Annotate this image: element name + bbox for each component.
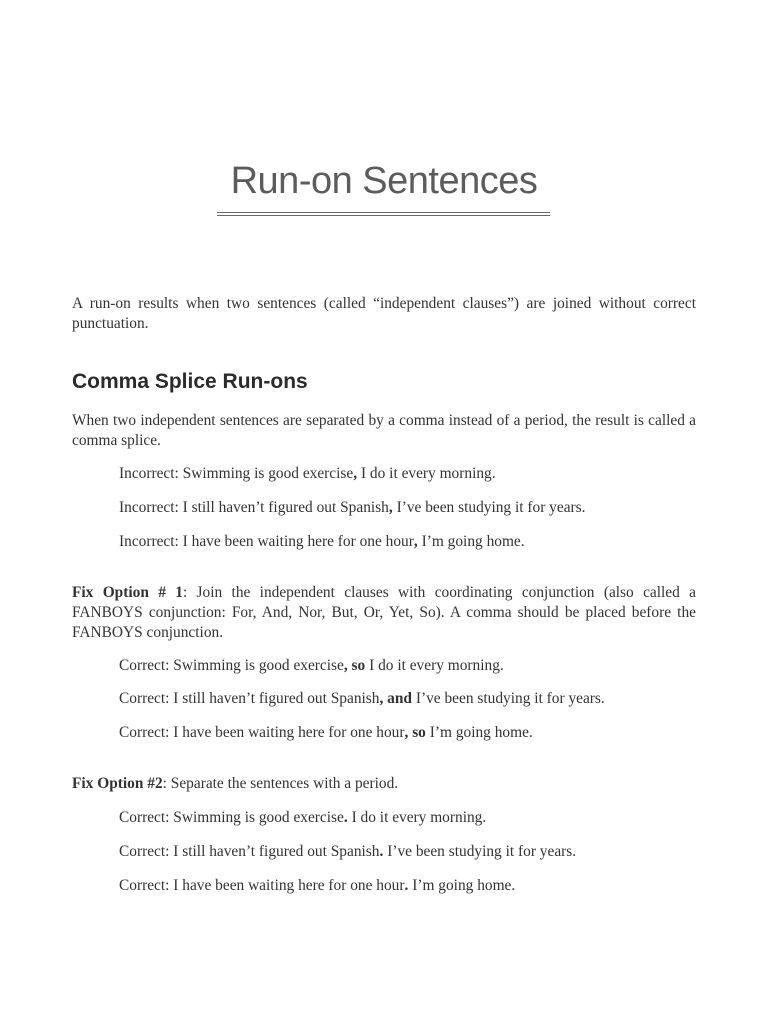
correct-example: [119, 656, 719, 676]
example-second-clause: I’m going home.: [412, 877, 516, 894]
example-first-clause: I still haven’t figured out Spanish: [173, 690, 380, 707]
incorrect-example: [119, 532, 719, 552]
example-first-clause: I have been waiting here for one hour: [182, 533, 414, 550]
example-label: Correct:: [119, 724, 170, 741]
example-first-clause: I still haven’t figured out Spanish: [182, 499, 389, 516]
intro-paragraph: A run-on results when two sentences (called “independent clauses”) are joined without correct punctuation.: [72, 295, 696, 332]
example-label: Incorrect:: [119, 499, 179, 516]
example-second-clause: I do it every morning.: [369, 657, 504, 674]
example-second-clause: I’ve been studying it for years.: [415, 690, 605, 707]
correct-example: [119, 842, 719, 862]
example-first-clause: I have been waiting here for one hour: [173, 724, 405, 741]
page-title: Run-on Sentences: [230, 160, 538, 202]
fix-option-2-text: : Separate the sentences with a period.: [162, 775, 399, 792]
example-label: Incorrect:: [119, 533, 179, 550]
example-first-clause: I still haven’t figured out Spanish: [173, 843, 380, 860]
example-first-clause: Swimming is good exercise: [173, 657, 344, 674]
fix-option-2-paragraph: [72, 774, 696, 794]
example-second-clause: I’m going home.: [421, 533, 525, 550]
example-first-clause: I have been waiting here for one hour: [173, 877, 405, 894]
example-joiner: , so: [404, 724, 426, 741]
title-double-rule: [217, 212, 550, 216]
example-second-clause: I do it every morning.: [360, 465, 496, 482]
example-label: Incorrect:: [119, 465, 179, 482]
example-joiner: .: [379, 843, 384, 860]
example-label: Correct:: [119, 690, 170, 707]
example-joiner: , and: [379, 690, 412, 707]
example-joiner: , so: [343, 657, 366, 674]
fix-option-2-label: Fix Option #2: [72, 775, 163, 792]
example-joiner: ,: [388, 499, 393, 516]
example-joiner: .: [404, 877, 409, 894]
example-first-clause: Swimming is good exercise: [182, 465, 354, 482]
incorrect-example: [119, 464, 719, 484]
fix-option-1-text: : Join the independent clauses with coordinating conjunction (also called a FANBOYS conjunction: For, And, Nor, But, Or, Yet, So). A comma should be placed before the FANBOYS conjunction.: [72, 584, 696, 641]
example-second-clause: I do it every morning.: [351, 809, 487, 826]
fix-option-1-label: Fix Option # 1: [72, 584, 183, 601]
correct-example: [119, 723, 719, 743]
example-joiner: ,: [413, 533, 418, 550]
example-label: Correct:: [119, 809, 170, 826]
example-label: Correct:: [119, 877, 170, 894]
correct-example: [119, 808, 719, 828]
correct-example: [119, 876, 719, 896]
example-second-clause: I’m going home.: [429, 724, 533, 741]
example-joiner: .: [343, 809, 348, 826]
example-joiner: ,: [353, 465, 358, 482]
example-second-clause: I’ve been studying it for years.: [396, 499, 586, 516]
incorrect-example: [119, 498, 719, 518]
example-second-clause: I’ve been studying it for years.: [387, 843, 577, 860]
example-label: Correct:: [119, 843, 170, 860]
section-heading-comma-splice: Comma Splice Run-ons: [72, 370, 308, 393]
example-label: Correct:: [119, 657, 170, 674]
example-first-clause: Swimming is good exercise: [173, 809, 344, 826]
comma-splice-description: When two independent sentences are separated by a comma instead of a period, the result is called a comma splice.: [72, 412, 696, 449]
fix-option-1-paragraph: [72, 583, 696, 643]
correct-example: [119, 689, 719, 709]
